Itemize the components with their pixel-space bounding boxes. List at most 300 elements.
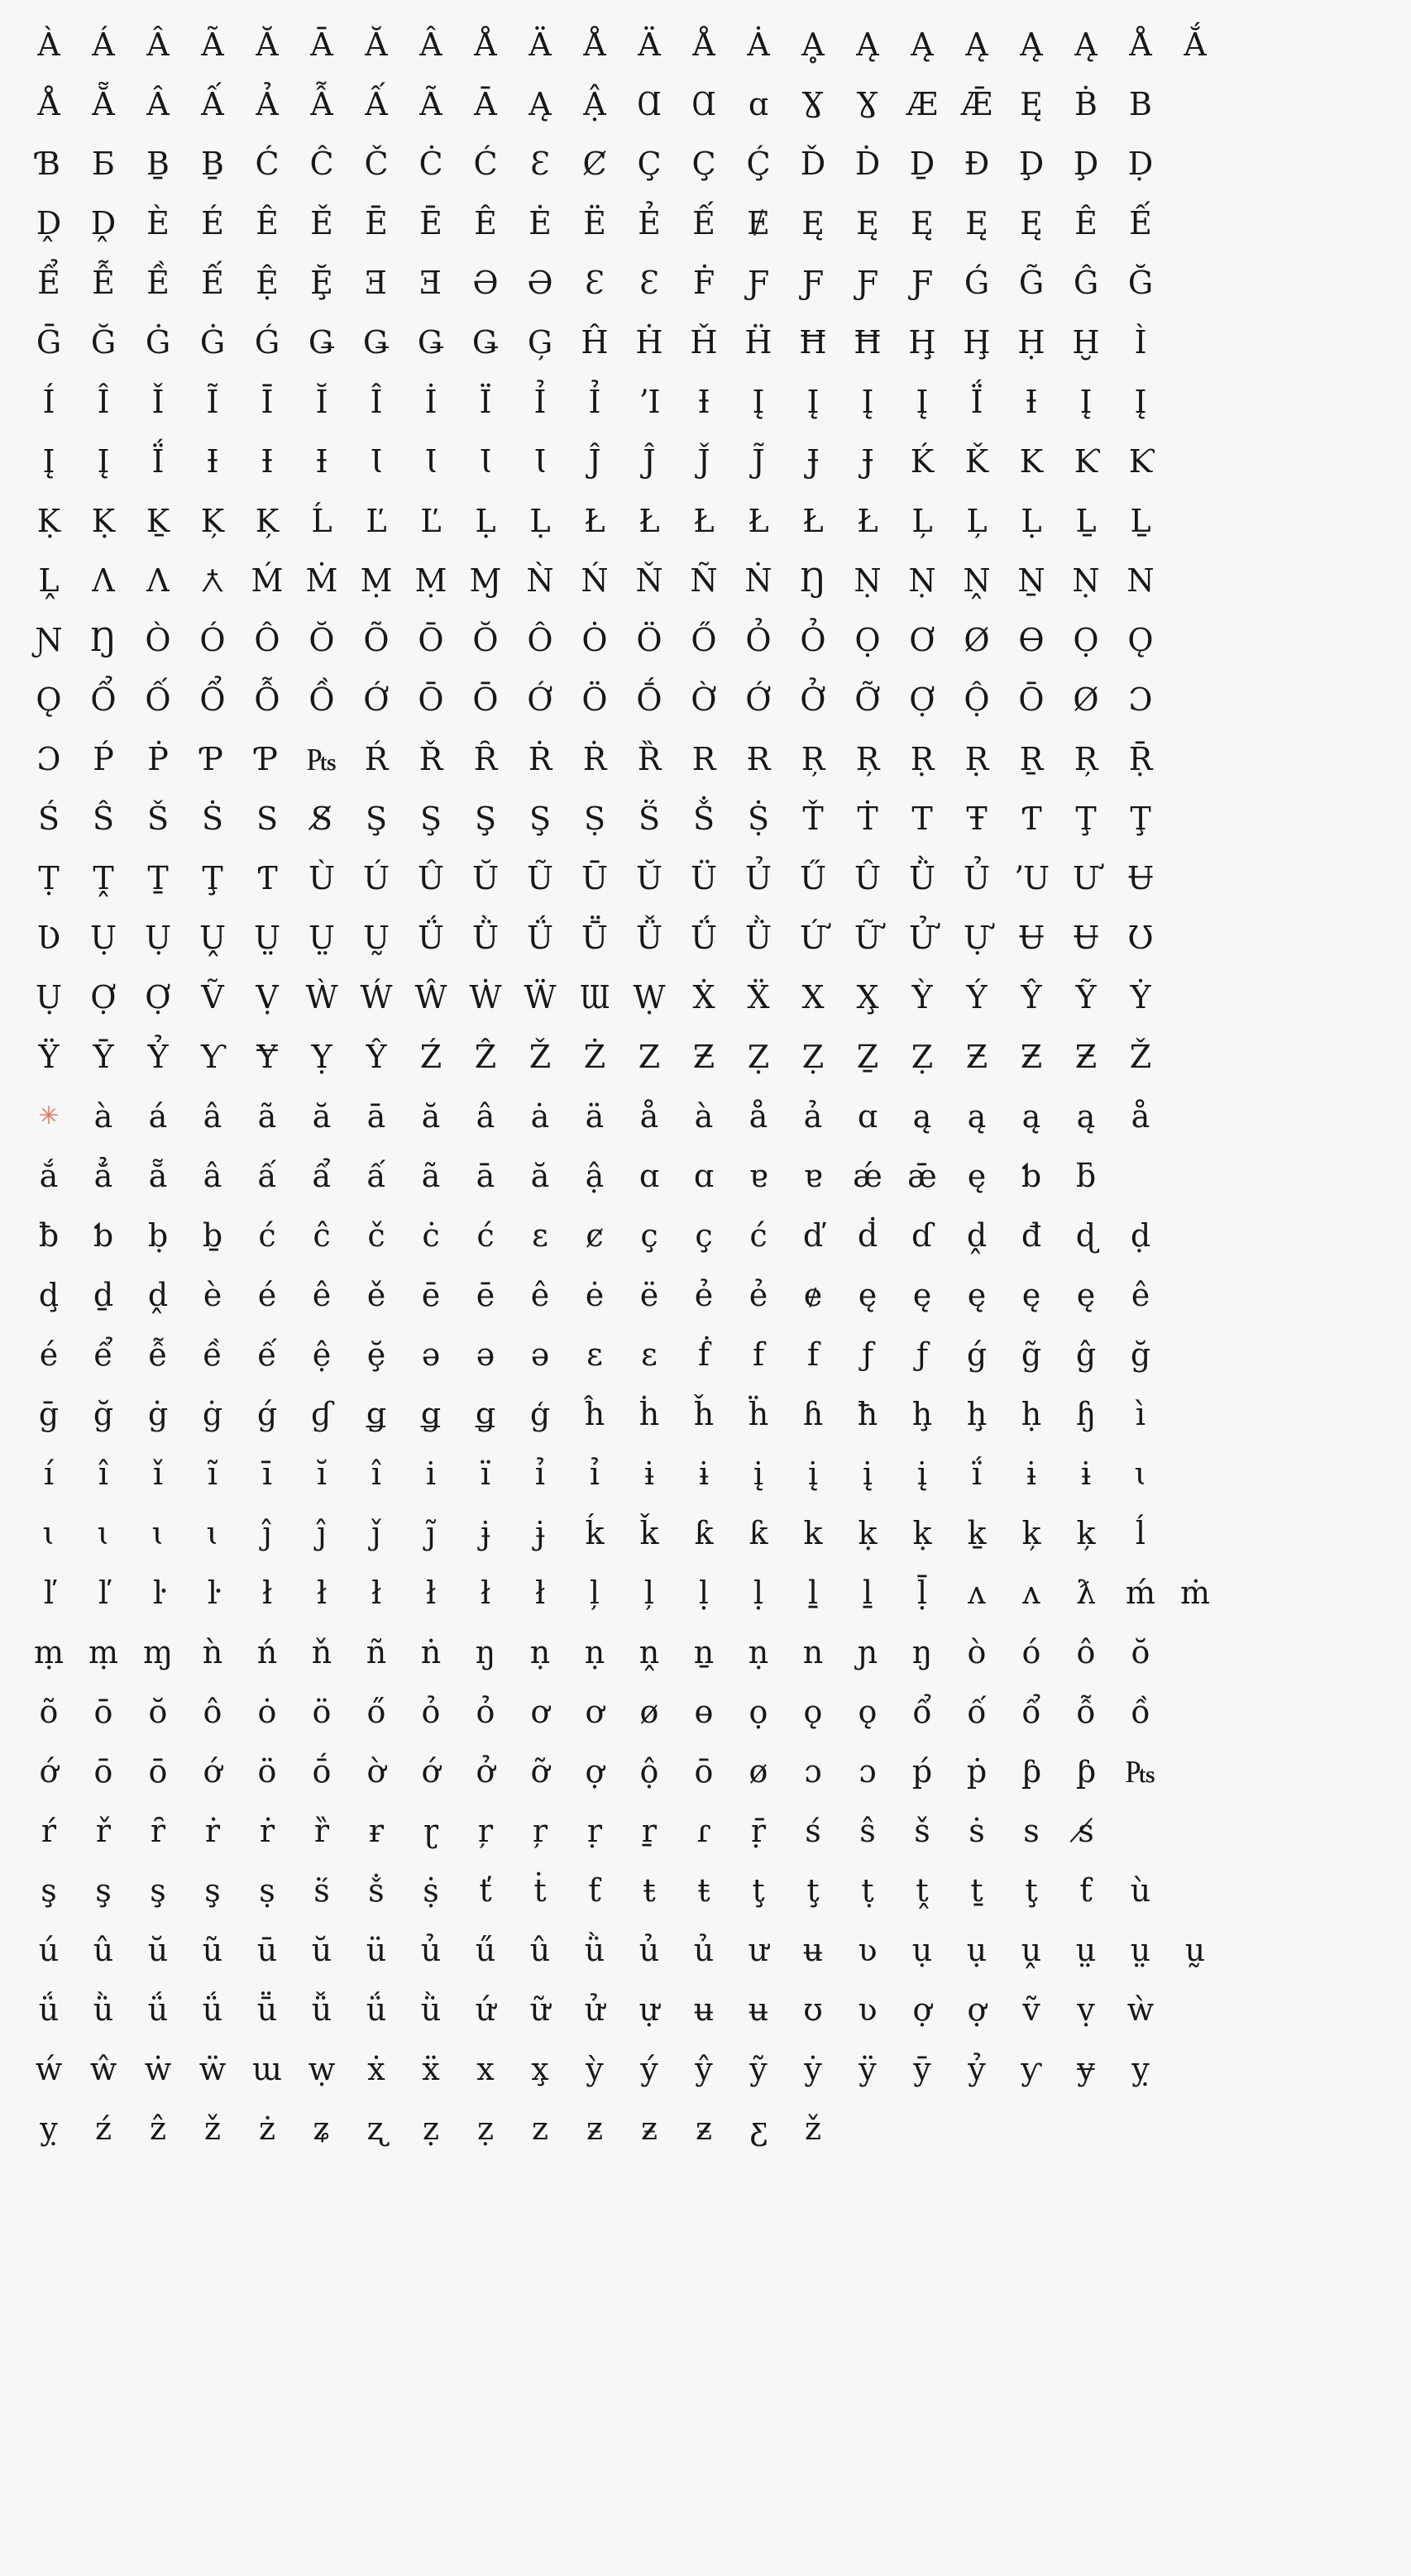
glyph-cell: ē — [421, 1277, 441, 1313]
glyph-cell: î — [98, 1455, 109, 1492]
glyph-cell: ɇ — [803, 1277, 823, 1313]
glyph-cell: ō — [148, 1753, 168, 1790]
glyph-cell: ʌ — [1022, 1575, 1040, 1611]
glyph-cell: Đ — [964, 146, 990, 182]
glyph-row — [22, 1444, 1389, 1503]
glyph-cell: Ì — [1134, 324, 1147, 361]
glyph-cell: Ḏ — [909, 146, 935, 182]
glyph-cell: į — [807, 1455, 819, 1492]
glyph-cell: Ŏ — [472, 622, 499, 658]
glyph-cell: Ȓ — [473, 741, 498, 777]
glyph-row — [22, 253, 1389, 313]
glyph-cell: ʊ — [803, 1991, 823, 2028]
glyph-cell: ǫ — [858, 1694, 878, 1730]
glyph-cell: Ṣ — [583, 801, 606, 837]
glyph-cell: ȧ — [530, 1098, 550, 1135]
glyph-cell: Æ — [906, 86, 939, 122]
glyph-cell: Ĉ — [309, 146, 334, 182]
glyph-cell: Ź — [419, 1039, 442, 1075]
glyph-cell: ẵ — [148, 1158, 168, 1194]
glyph-cell: ë — [639, 1277, 659, 1313]
glyph-cell: ẇ — [144, 2051, 172, 2087]
glyph-cell: Ỏ — [800, 622, 826, 658]
glyph-cell: ǰ — [371, 1515, 382, 1551]
glyph-cell: û — [93, 1932, 114, 1968]
glyph-cell: Ǫ — [36, 681, 62, 718]
glyph-cell: ȳ — [913, 2051, 931, 2087]
glyph-cell: ɛ — [586, 1336, 603, 1373]
glyph-cell: å — [1131, 1098, 1150, 1135]
glyph-cell: Ł — [857, 503, 878, 539]
glyph-cell: ể — [93, 1336, 113, 1373]
glyph-cell: Ụ — [89, 920, 117, 956]
glyph-cell: Ō — [1018, 681, 1045, 718]
glyph-cell: ḯ — [971, 1455, 983, 1492]
glyph-cell: ē — [476, 1277, 495, 1313]
glyph-row — [22, 1503, 1389, 1563]
glyph-cell: ą — [1076, 1098, 1096, 1135]
glyph-cell: ę — [1021, 1277, 1041, 1313]
glyph-cell: Ǝ — [419, 265, 442, 301]
glyph-cell: È — [146, 205, 170, 241]
glyph-cell: S̸ — [310, 801, 333, 837]
glyph-cell: Ɣ — [856, 86, 879, 122]
glyph-cell: Ɣ — [801, 86, 825, 122]
glyph-cell: ň — [311, 1634, 332, 1670]
glyph-cell: ÿ — [859, 2051, 877, 2087]
glyph-cell: Ƴ — [200, 1039, 225, 1075]
glyph-cell: ữ — [529, 1991, 551, 2028]
glyph-cell: ḹ — [916, 1575, 928, 1611]
glyph-cell: ɔ — [859, 1753, 877, 1790]
glyph-cell: Å — [692, 26, 715, 63]
glyph-cell: ȟ — [693, 1396, 715, 1432]
glyph-row — [22, 194, 1389, 253]
glyph-cell: Ɔ — [36, 741, 61, 777]
glyph-cell: ḷ — [698, 1575, 710, 1611]
glyph-cell: Ɩ — [370, 443, 383, 480]
glyph-cell: Ứ — [799, 920, 827, 956]
glyph-cell: ṷ — [1021, 1932, 1042, 1968]
glyph-cell: ỵ — [1131, 2051, 1150, 2087]
glyph-cell: é — [257, 1277, 277, 1313]
glyph-cell: Ŗ — [855, 741, 880, 777]
glyph-cell: ṳ — [1130, 1932, 1151, 1968]
glyph-cell: â — [203, 1158, 222, 1194]
glyph-cell: Ɨ — [261, 443, 274, 480]
glyph-cell: Ć — [473, 146, 498, 182]
glyph-cell: ḻ — [807, 1575, 819, 1611]
glyph-cell: ṵ — [1184, 1932, 1206, 1968]
glyph-cell: Ǥ — [362, 324, 390, 361]
glyph-cell: č — [367, 1217, 385, 1254]
glyph-cell: ṇ — [584, 1634, 605, 1670]
glyph-cell: Ũ — [526, 860, 554, 896]
glyph-cell: ư — [748, 1932, 769, 1968]
glyph-cell: ṩ — [423, 1872, 439, 1909]
glyph-cell: ẋ — [367, 2051, 385, 2087]
glyph-cell: ễ — [148, 1336, 168, 1373]
glyph-cell: ĭ — [316, 1455, 328, 1492]
glyph-cell: Ṩ — [747, 801, 770, 837]
glyph-cell: Ɨ — [697, 384, 710, 420]
glyph-cell: Ɨ — [315, 443, 328, 480]
glyph-cell: ç — [695, 1217, 713, 1254]
glyph-cell: ƶ — [640, 2110, 658, 2147]
glyph-cell: ə — [476, 1336, 495, 1373]
glyph-cell: Č — [364, 146, 389, 182]
glyph-cell: ĝ — [1075, 1336, 1097, 1373]
glyph-cell: ʋ — [858, 1932, 878, 1968]
glyph-cell: Ḑ — [1073, 146, 1099, 182]
glyph-cell: ṻ — [256, 1991, 278, 2028]
glyph-cell: ɩ — [151, 1515, 165, 1551]
glyph-cell: x̧ — [531, 2051, 549, 2087]
glyph-cell: ű — [475, 1932, 496, 1968]
glyph-cell: ƀ — [38, 1217, 60, 1254]
glyph-cell: Ử — [908, 920, 936, 956]
glyph-cell: Ẑ — [474, 1039, 497, 1075]
glyph-cell: Ỳ — [911, 979, 933, 1016]
glyph-cell: į — [753, 1455, 764, 1492]
glyph-cell: â — [203, 1098, 222, 1135]
glyph-cell: Ą — [1074, 26, 1098, 63]
glyph-cell: ₧ — [1125, 1753, 1156, 1790]
glyph-cell: đ — [1021, 1217, 1042, 1254]
glyph-cell: ḩ — [966, 1396, 988, 1432]
glyph-cell: X̧ — [856, 979, 879, 1016]
glyph-row — [22, 1623, 1389, 1682]
glyph-cell: Ɩ — [533, 443, 547, 480]
glyph-cell: Ƥ — [256, 741, 278, 777]
glyph-row — [22, 15, 1389, 74]
glyph-cell: Ễ — [92, 265, 115, 301]
glyph-cell: ƭ — [1079, 1872, 1093, 1909]
glyph-cell: Í — [42, 384, 55, 420]
glyph-cell: ä — [585, 1098, 605, 1135]
glyph-cell: ą — [1021, 1098, 1041, 1135]
glyph-cell: ẻ — [749, 1277, 768, 1313]
glyph-cell: ɑ — [693, 1158, 715, 1194]
glyph-cell: ĉ — [313, 1217, 331, 1254]
glyph-cell: Ở — [800, 681, 826, 718]
glyph-cell: ǜ — [584, 1932, 605, 1968]
glyph-cell: Ķ — [255, 503, 280, 539]
glyph-cell: Ý — [966, 979, 988, 1016]
glyph-cell: Ɉ — [861, 443, 874, 480]
glyph-cell: Ƶ — [1074, 1039, 1098, 1075]
glyph-cell: ɾ — [696, 1813, 711, 1849]
glyph-cell: ĵ — [317, 1515, 327, 1551]
glyph-cell: ę — [1076, 1277, 1096, 1313]
glyph-row — [22, 1861, 1389, 1920]
glyph-cell: Ű — [799, 860, 827, 896]
glyph-cell: ł — [371, 1575, 382, 1611]
glyph-cell: Ǚ — [635, 920, 663, 956]
glyph-cell: X — [801, 979, 825, 1016]
glyph-cell: Ɲ — [35, 622, 63, 658]
glyph-cell: Ę — [856, 205, 879, 241]
glyph-cell: ḧ — [748, 1396, 769, 1432]
glyph-row — [22, 2039, 1389, 2099]
glyph-cell: Ḧ — [744, 324, 772, 361]
glyph-cell: Ɨ — [206, 443, 219, 480]
glyph-cell: ȓ — [150, 1813, 166, 1849]
glyph-cell: ṇ — [529, 1634, 551, 1670]
glyph-cell: ḩ — [911, 1396, 933, 1432]
glyph-cell: Ṳ — [308, 920, 336, 956]
glyph-cell: ɦ — [802, 1396, 824, 1432]
glyph-cell: ơ — [585, 1694, 605, 1730]
glyph-cell: Ɛ — [530, 146, 550, 182]
glyph-cell: ṭ — [861, 1872, 874, 1909]
glyph-cell: ł — [480, 1575, 491, 1611]
glyph-cell: ƅ — [1021, 1158, 1042, 1194]
glyph-cell: ę — [967, 1158, 987, 1194]
glyph-cell: ō — [93, 1694, 113, 1730]
glyph-cell: Ě — [310, 205, 333, 241]
glyph-cell: ǘ — [38, 1991, 60, 2028]
glyph-cell: Ƶ — [1020, 1039, 1043, 1075]
glyph-cell: ɛ — [532, 1217, 548, 1254]
glyph-cell: Ṿ — [256, 979, 279, 1016]
glyph-cell: ċ — [422, 1217, 440, 1254]
glyph-cell: Ṷ — [198, 920, 227, 956]
glyph-cell: ậ — [585, 1158, 605, 1194]
glyph-cell: Ṁ — [305, 562, 338, 599]
glyph-cell: Ƙ — [1074, 443, 1098, 480]
glyph-cell: ā — [366, 1098, 386, 1135]
glyph-cell: Z — [638, 1039, 661, 1075]
glyph-cell: ï — [480, 1455, 491, 1492]
glyph-cell: ĩ — [207, 1455, 218, 1492]
glyph-cell: Ḱ — [910, 443, 935, 480]
glyph-cell: Ȑ — [637, 741, 662, 777]
glyph-cell: ƶ — [695, 2110, 713, 2147]
glyph-cell: Ľ — [366, 503, 387, 539]
glyph-cell: Ṝ — [1128, 741, 1153, 777]
glyph-cell: Ḫ — [1072, 324, 1100, 361]
glyph-cell: ƙ — [694, 1515, 714, 1551]
glyph-cell: Ḡ — [36, 324, 62, 361]
glyph-cell: Ǫ — [1127, 622, 1154, 658]
glyph-cell: ǣ — [907, 1158, 937, 1194]
glyph-cell: N — [1126, 562, 1155, 599]
glyph-cell: ĥ — [584, 1396, 605, 1432]
glyph-cell: Ḳ — [91, 503, 116, 539]
glyph-cell: Ŧ — [966, 801, 988, 837]
glyph-cell: Ẻ — [638, 205, 661, 241]
glyph-cell: ổ — [1021, 1694, 1041, 1730]
glyph-cell: Ę — [911, 205, 934, 241]
glyph-cell: ắ — [39, 1158, 59, 1194]
glyph-cell: ǩ — [639, 1515, 659, 1551]
glyph-cell: ḥ — [1021, 1396, 1042, 1432]
glyph-cell: ħ — [857, 1396, 878, 1432]
glyph-cell: Ẃ — [360, 979, 393, 1016]
glyph-cell: Ļ — [966, 503, 988, 539]
glyph-cell: ɠ — [311, 1396, 332, 1432]
glyph-cell: ʼU — [1012, 860, 1050, 896]
glyph-cell: Ụ — [144, 920, 172, 956]
glyph-cell: Â — [146, 26, 170, 63]
glyph-cell: Ž — [1129, 1039, 1152, 1075]
glyph-cell: Ƶ — [692, 1039, 715, 1075]
glyph-cell: ɩ — [206, 1515, 219, 1551]
glyph-cell: Ă — [256, 26, 279, 63]
glyph-cell: ǘ — [147, 1991, 169, 2028]
glyph-cell: ɑ — [639, 1158, 660, 1194]
glyph-cell: Ħ — [854, 324, 882, 361]
glyph-cell: ố — [967, 1694, 987, 1730]
glyph-cell: ķ — [1021, 1515, 1041, 1551]
glyph-cell: ṅ — [420, 1634, 442, 1670]
glyph-cell: ọ — [749, 1694, 768, 1730]
glyph-cell: Ā — [474, 86, 497, 122]
glyph-cell: é — [39, 1336, 59, 1373]
glyph-cell: Ł — [693, 503, 715, 539]
glyph-cell: Ĩ — [206, 384, 219, 420]
glyph-cell: ḡ — [38, 1396, 60, 1432]
glyph-cell: ƶ — [586, 2110, 604, 2147]
glyph-cell: Ŋ — [799, 562, 827, 599]
glyph-cell: ř — [95, 1813, 112, 1849]
glyph-cell: ɩ — [42, 1515, 55, 1551]
glyph-cell: ŧ — [697, 1872, 710, 1909]
glyph-cell: Į — [916, 384, 929, 420]
glyph-cell: ŧ — [643, 1872, 656, 1909]
glyph-cell: Ḓ — [90, 205, 117, 241]
glyph-cell: ž — [203, 2110, 222, 2147]
glyph-cell: Ł — [802, 503, 824, 539]
glyph-cell: Ø — [964, 622, 990, 658]
glyph-cell: ø — [749, 1753, 768, 1790]
glyph-cell: ã — [257, 1098, 277, 1135]
glyph-cell: Ò — [145, 622, 171, 658]
glyph-cell: Ś — [37, 801, 60, 837]
glyph-cell: ġ — [202, 1396, 223, 1432]
glyph-cell: Ŕ — [364, 741, 389, 777]
glyph-cell: ṽ — [1022, 1991, 1040, 2028]
glyph-cell: Á — [92, 26, 115, 63]
glyph-cell: Ġ — [199, 324, 226, 361]
glyph-cell: Ɯ — [579, 979, 610, 1016]
glyph-row — [22, 372, 1389, 432]
glyph-row — [22, 74, 1389, 134]
glyph-cell: ṗ — [966, 1753, 988, 1790]
glyph-cell: ə — [421, 1336, 441, 1373]
glyph-cell: ê — [530, 1277, 550, 1313]
glyph-row — [22, 670, 1389, 729]
glyph-cell: ḷ — [753, 1575, 764, 1611]
glyph-cell: ḝ — [366, 1336, 386, 1373]
glyph-cell: Ḁ — [801, 26, 825, 63]
glyph-cell: Ȳ — [93, 1039, 114, 1075]
glyph-cell: Ǘ — [417, 920, 445, 956]
glyph-cell: Ń — [581, 562, 609, 599]
glyph-row — [22, 134, 1389, 194]
glyph-cell: ǚ — [311, 1991, 332, 2028]
glyph-cell: Ợ — [909, 681, 935, 718]
glyph-cell: ṇ — [748, 1634, 769, 1670]
glyph-cell: Ẁ — [305, 979, 338, 1016]
glyph-cell: ʋ — [858, 1991, 878, 2028]
glyph-cell: Ɉ — [806, 443, 820, 480]
glyph-cell: ʑ — [313, 2110, 331, 2147]
glyph-cell: ɑ — [748, 86, 769, 122]
glyph-cell: í — [43, 1455, 55, 1492]
glyph-cell: Į — [752, 384, 765, 420]
glyph-cell: Ɱ — [469, 562, 502, 599]
glyph-cell: ự — [639, 1991, 660, 2028]
glyph-cell: Ḻ — [1130, 503, 1151, 539]
glyph-cell: ṟ — [641, 1813, 658, 1849]
glyph-cell: Ō — [418, 681, 444, 718]
glyph-cell: Â — [419, 26, 442, 63]
glyph-row — [22, 848, 1389, 908]
glyph-cell: ş — [95, 1872, 112, 1909]
glyph-cell: Ŭ — [635, 860, 663, 896]
glyph-cell: ồ — [1131, 1694, 1150, 1730]
glyph-cell: ǹ — [202, 1634, 223, 1670]
glyph-cell: Ö — [581, 681, 608, 718]
glyph-cell: Ǵ — [254, 324, 280, 361]
glyph-cell: Ħ — [799, 324, 827, 361]
glyph-cell: ợ — [967, 1991, 987, 2028]
glyph-cell: ḟ — [697, 1336, 710, 1373]
glyph-cell: ɍ — [368, 1813, 385, 1849]
glyph-cell: Î — [97, 384, 110, 420]
glyph-cell: x — [476, 2051, 495, 2087]
glyph-cell: ṯ — [970, 1872, 983, 1909]
glyph-cell: Ǘ — [690, 920, 718, 956]
glyph-cell: Ʌ — [92, 562, 115, 599]
glyph-cell: ã — [421, 1158, 441, 1194]
glyph-cell: ớ — [421, 1753, 441, 1790]
glyph-cell: å — [639, 1098, 659, 1135]
glyph-cell: É — [201, 205, 224, 241]
glyph-cell: ŋ — [475, 1634, 496, 1670]
glyph-cell: ə — [530, 1336, 550, 1373]
glyph-cell: ấ — [257, 1158, 277, 1194]
glyph-cell: Ş — [529, 801, 552, 837]
glyph-cell: ñ — [366, 1634, 387, 1670]
glyph-cell: ǜ — [420, 1991, 442, 2028]
glyph-cell: ḑ — [38, 1277, 60, 1313]
glyph-cell: ɨ — [1026, 1455, 1037, 1492]
glyph-cell: Ḷ — [1021, 503, 1042, 539]
glyph-cell: Ṡ — [201, 801, 224, 837]
glyph-cell: Ɑ — [691, 86, 716, 122]
glyph-cell: Ŭ — [471, 860, 500, 896]
glyph-cell: Ż — [583, 1039, 606, 1075]
glyph-cell: Ą — [529, 86, 552, 122]
glyph-cell: Ṕ — [93, 741, 114, 777]
glyph-row — [22, 729, 1389, 789]
glyph-cell: ő — [366, 1694, 386, 1730]
glyph-cell: ʉ — [693, 1991, 715, 2028]
glyph-cell: Ú — [362, 860, 390, 896]
glyph-cell: Ǜ — [908, 860, 936, 896]
glyph-cell: ò — [967, 1634, 987, 1670]
glyph-cell: Į — [42, 443, 55, 480]
glyph-cell: Ḋ — [854, 146, 881, 182]
glyph-cell: ḓ — [966, 1217, 988, 1254]
glyph-cell: Ố — [145, 681, 171, 718]
glyph-cell: ō — [93, 1753, 113, 1790]
glyph-cell: Ĵ — [643, 443, 656, 480]
glyph-cell: ɵ — [694, 1694, 714, 1730]
